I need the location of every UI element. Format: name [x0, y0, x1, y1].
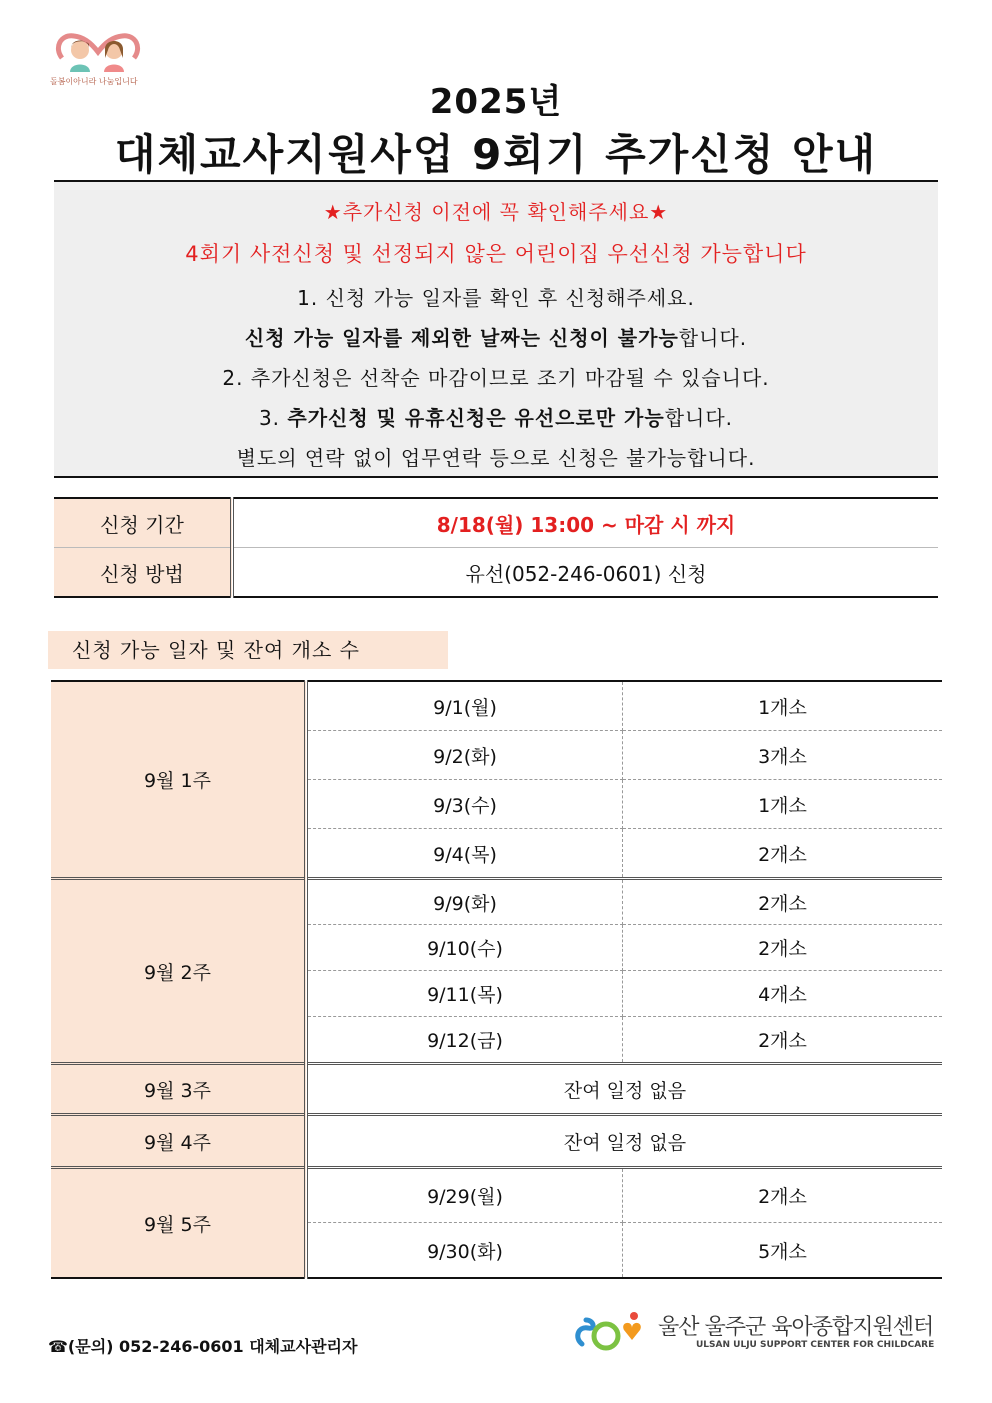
period-value: 8/18(월) 13:00 ~ 마감 시 까지	[232, 498, 938, 548]
notice-item-1: 1. 신청 가능 일자를 확인 후 신청해주세요.	[297, 286, 695, 310]
count-cell: 5개소	[758, 1240, 807, 1263]
method-row	[54, 548, 938, 598]
date-cell: 9/9(화)	[306, 879, 623, 925]
date-cell: 9/4(목)	[306, 829, 623, 879]
center-name-english: ULSAN ULJU SUPPORT CENTER FOR CHILDCARE	[696, 1340, 935, 1350]
date-cell: 9/3(수)	[306, 780, 623, 829]
logo-slogan: 돌봄이아니라 나눔입니다	[50, 77, 138, 86]
notice-item-2: 2. 추가신청은 선착순 마감이므로 조기 마감될 수 있습니다.	[222, 366, 770, 390]
count-cell: 1개소	[623, 681, 943, 731]
center-logo-mark-icon	[572, 1308, 652, 1356]
center-logo	[572, 1308, 935, 1358]
table-row	[51, 681, 942, 731]
notice-item-1-detail	[54, 322, 938, 351]
count-cell: 2개소	[623, 879, 943, 925]
method-value: 유선(052-246-0601) 신청	[465, 561, 707, 586]
count-cell: 3개소	[623, 731, 943, 780]
week-label: 9월 1주	[51, 681, 306, 879]
table-row	[51, 1064, 942, 1115]
count-cell: 2개소	[758, 1030, 807, 1052]
count-cell: 2개소	[758, 843, 807, 866]
notice-box	[54, 180, 938, 478]
center-name: 울산 울주군 육아종합지원센터	[658, 1315, 934, 1340]
period-row	[54, 498, 938, 548]
period-label: 신청 기간	[54, 498, 232, 548]
count-cell: 2개소	[623, 1168, 943, 1223]
method-label: 신청 방법	[54, 548, 232, 598]
date-cell: 9/29(월)	[306, 1168, 623, 1223]
week-label: 9월 4주	[51, 1115, 306, 1168]
notice-priority: 4회기 사전신청 및 선정되지 않은 어린이집 우선신청 가능합니다	[185, 242, 807, 266]
table-row	[51, 879, 942, 925]
document-year: 2025년	[429, 82, 563, 122]
notice-warning: ★추가신청 이전에 꼭 확인해주세요★	[323, 200, 669, 224]
notice-item-1-bold: 신청 가능 일자를 제외한 날짜는 신청이 불가능	[244, 326, 679, 350]
document-title: 대체교사지원사업 9회기 추가신청 안내	[114, 130, 878, 179]
count-cell: 1개소	[623, 780, 943, 829]
contact-info: ☎(문의) 052-246-0601 대체교사관리자	[48, 1337, 358, 1356]
section-title: 신청 가능 일자 및 잔여 개소 수	[48, 631, 448, 669]
notice-item-3	[54, 402, 938, 431]
date-cell: 9/30(화)	[306, 1223, 623, 1279]
count-cell: 4개소	[623, 971, 943, 1017]
notice-item-3-detail: 별도의 연락 없이 업무연락 등으로 신청은 불가능합니다.	[236, 446, 756, 470]
table-row	[51, 1168, 942, 1223]
no-schedule-cell: 잔여 일정 없음	[306, 1064, 942, 1115]
week-label: 9월 2주	[51, 879, 306, 1064]
schedule-table	[51, 680, 942, 1279]
date-cell: 9/11(목)	[306, 971, 623, 1017]
count-cell: 2개소	[623, 925, 943, 971]
notice-item-3-rest: 합니다.	[664, 406, 734, 430]
date-cell: 9/1(월)	[306, 681, 623, 731]
application-info-table	[54, 497, 938, 598]
notice-item-3-prefix: 3.	[258, 406, 288, 430]
week-label: 9월 5주	[51, 1168, 306, 1279]
notice-item-1-rest: 합니다.	[678, 326, 748, 350]
date-cell: 9/10(수)	[306, 925, 623, 971]
notice-item-3-bold: 추가신청 및 유휴신청은 유선으로만 가능	[287, 406, 665, 430]
date-cell: 9/12(금)	[306, 1017, 623, 1064]
table-row	[51, 1115, 942, 1168]
week-label: 9월 3주	[51, 1064, 306, 1115]
date-cell: 9/2(화)	[306, 731, 623, 780]
no-schedule-cell: 잔여 일정 없음	[306, 1115, 942, 1168]
